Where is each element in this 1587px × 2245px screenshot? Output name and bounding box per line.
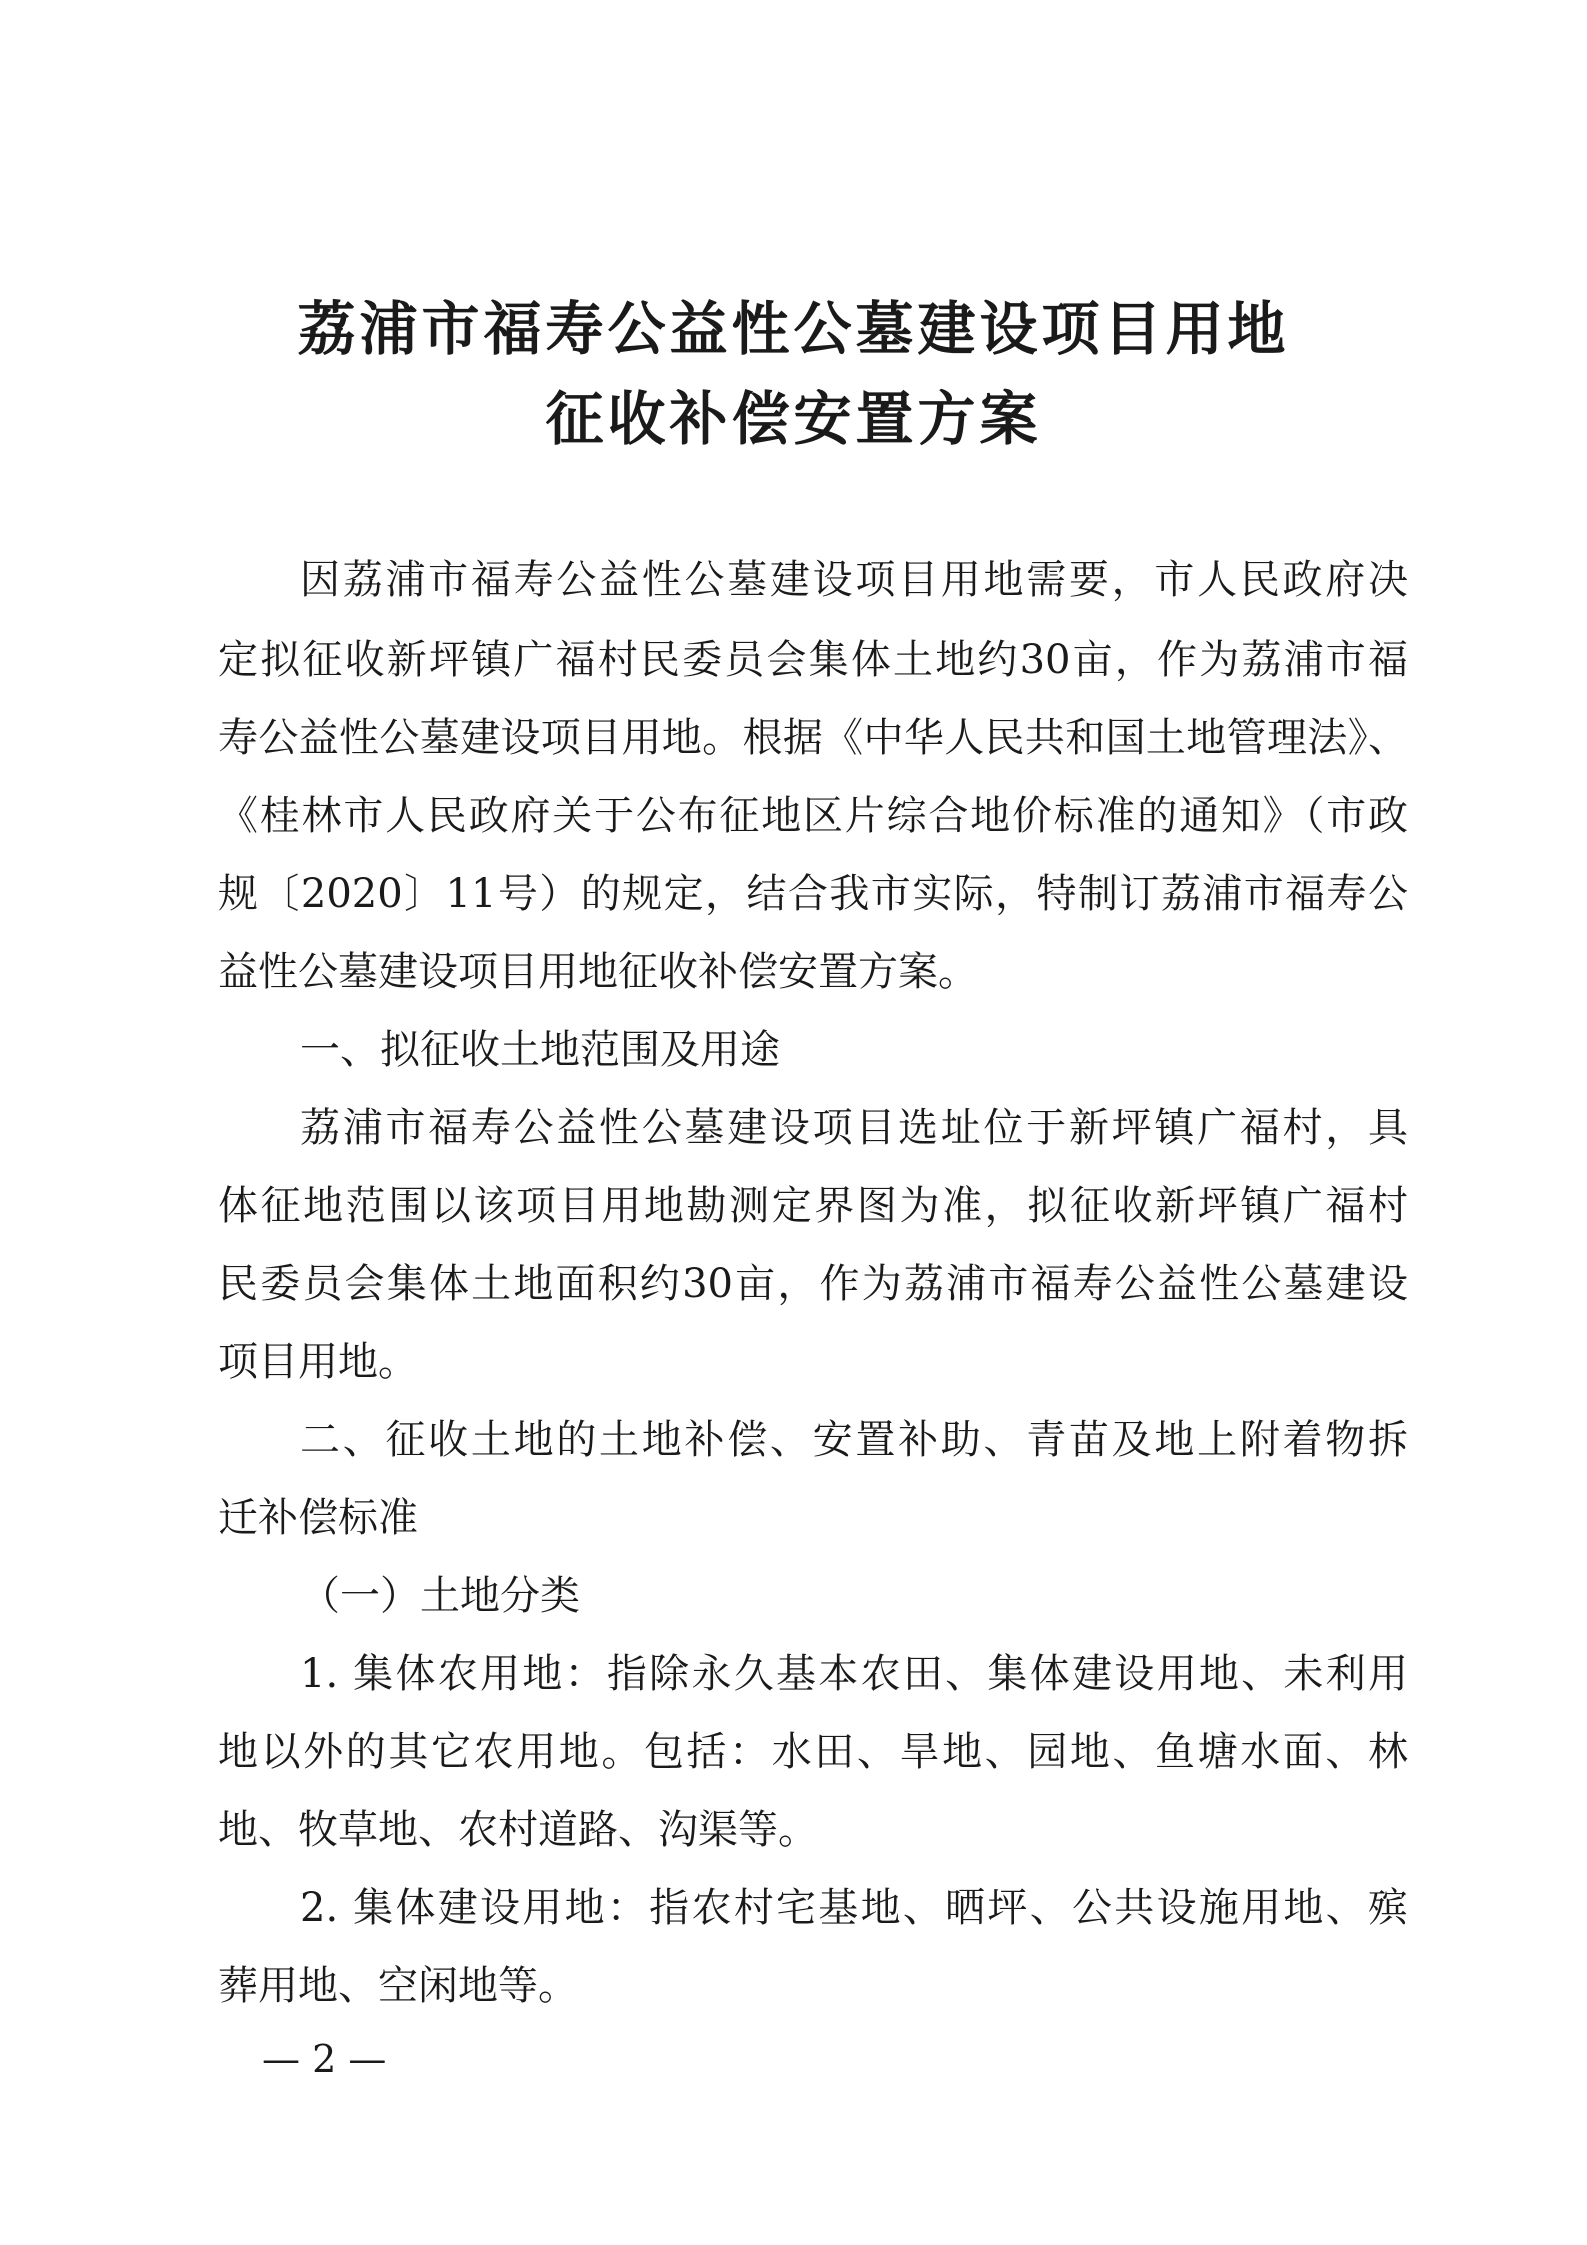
document-title-line-2: 征收补偿安置方案: [545, 385, 1042, 453]
document-title-line-1: 荔浦市福寿公益性公墓建设项目用地: [297, 295, 1290, 363]
item-1-line: 地以外的其它农用地。包括：水田、旱地、园地、鱼塘水面、林: [218, 1729, 1408, 1775]
section-1-line: 荔浦市福寿公益性公墓建设项目选址位于新坪镇广福村，具: [300, 1105, 1408, 1151]
item-2-line: 2. 集体建设用地：指农村宅基地、晒坪、公共设施用地、殡: [300, 1885, 1408, 1931]
intro-line: 因荔浦市福寿公益性公墓建设项目用地需要，市人民政府决: [300, 557, 1408, 603]
section-2-heading: 二、征收土地的土地补偿、安置补助、青苗及地上附着物拆: [300, 1417, 1408, 1463]
section-2-heading: 迁补偿标准: [218, 1495, 418, 1541]
intro-line: 定拟征收新坪镇广福村民委员会集体土地约30亩，作为荔浦市福: [218, 637, 1408, 683]
section-1-line: 民委员会集体土地面积约30亩，作为荔浦市福寿公益性公墓建设: [218, 1261, 1408, 1307]
item-1-line: 1. 集体农用地：指除永久基本农田、集体建设用地、未利用: [300, 1651, 1408, 1697]
section-1-line: 体征地范围以该项目用地勘测定界图为准，拟征收新坪镇广福村: [218, 1183, 1408, 1229]
item-2-line: 葬用地、空闲地等。: [218, 1963, 578, 2009]
intro-line: 规〔2020〕11号）的规定，结合我市实际，特制订荔浦市福寿公: [218, 871, 1408, 917]
intro-line: 益性公墓建设项目用地征收补偿安置方案。: [218, 949, 978, 995]
page-number: — 2 —: [262, 2037, 387, 2081]
intro-line: 《桂林市人民政府关于公布征地区片综合地价标准的通知》（市政: [218, 793, 1408, 839]
section-1-line: 项目用地。: [218, 1339, 418, 1385]
section-2-subheading: （一）土地分类: [300, 1573, 580, 1619]
section-1-heading: 一、拟征收土地范围及用途: [300, 1027, 780, 1073]
intro-line: 寿公益性公墓建设项目用地。根据《中华人民共和国土地管理法》、: [218, 715, 1408, 761]
item-1-line: 地、牧草地、农村道路、沟渠等。: [218, 1807, 818, 1853]
